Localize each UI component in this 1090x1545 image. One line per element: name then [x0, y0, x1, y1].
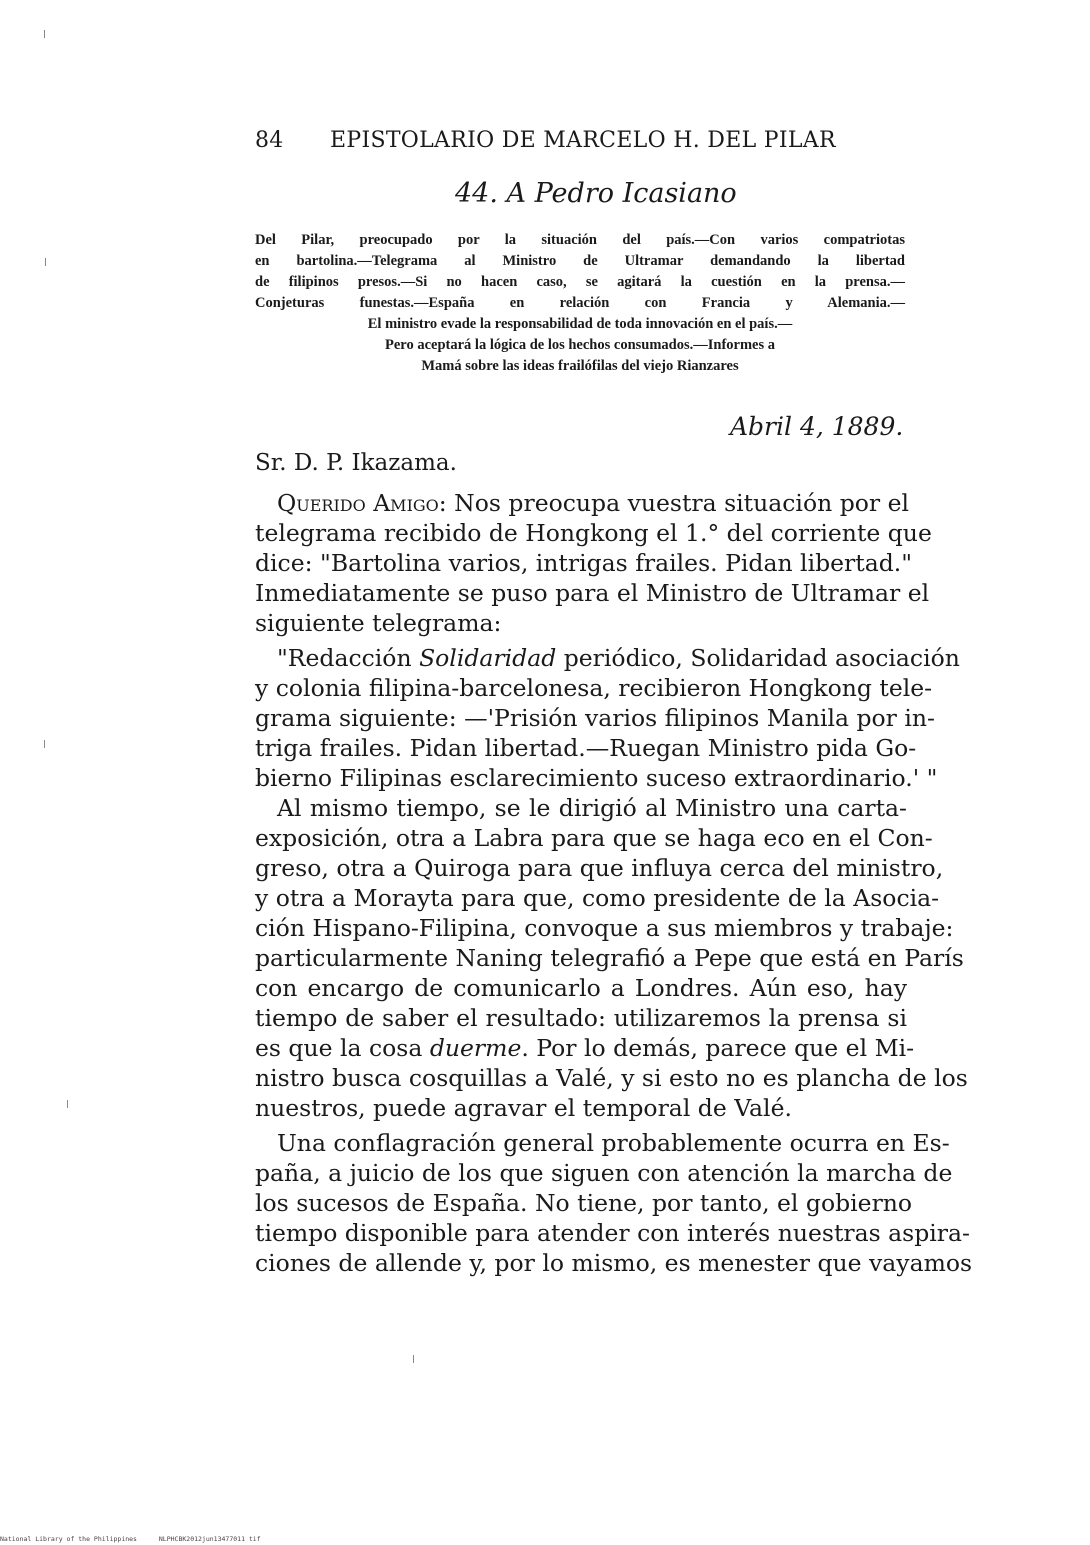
scan-speck: [44, 740, 45, 748]
running-title: EPISTOLARIO DE MARCELO H. DEL PILAR: [330, 128, 836, 153]
library-credit: National Library of the Philippines: [0, 1535, 137, 1543]
body-line: y otra a Morayta para que, como presidente de la Asocia-: [255, 884, 940, 912]
file-id: NLPHCBK2012jun13477011 tif: [158, 1535, 261, 1543]
body-line: nuestros, puede agravar el temporal de Valé.: [255, 1094, 792, 1122]
scan-speck: [413, 1355, 414, 1363]
body-line: triga frailes. Pidan libertad.—Ruegan Ministro pida Go-: [255, 734, 917, 762]
body-line: telegrama recibido de Hongkong el 1.° del corriente que: [255, 519, 932, 547]
body-line: ciones de allende y, por lo mismo, es menester que vayamos: [255, 1249, 973, 1277]
body-line: Querido Amigo: Nos preocupa vuestra situación por el: [277, 489, 910, 517]
scan-speck: [67, 1100, 68, 1108]
body-line: Al mismo tiempo, se le dirigió al Ministro una carta-: [277, 794, 907, 822]
body-line: exposición, otra a Labra para que se haga eco en el Con-: [255, 824, 933, 852]
body-line: tiempo disponible para atender con interés nuestras aspira-: [255, 1219, 970, 1247]
body-line: greso, otra a Quiroga para que influya cerca del ministro,: [255, 854, 944, 882]
body-line: grama siguiente: —'Prisión varios filipinos Manila por in-: [255, 704, 935, 732]
body-line: dice: "Bartolina varios, intrigas frailes. Pidan libertad.": [255, 549, 913, 577]
summary-line: de filipinos presos.—Si no hacen caso, se agitará la cuestión en la prensa.—: [255, 274, 905, 290]
body-line: Una conflagración general probablemente ocurra en Es-: [277, 1129, 950, 1157]
body-line: es que la cosa duerme. Por lo demás, parece que el Mi-: [255, 1034, 915, 1062]
body-line: bierno Filipinas esclarecimiento suceso extraordinario.' ": [255, 764, 938, 792]
body-line: particularmente Naning telegrafió a Pepe que está en París: [255, 944, 964, 972]
scan-footer: [0, 1535, 279, 1543]
italic-term: Solidaridad: [419, 644, 557, 672]
scan-speck: [44, 30, 45, 38]
summary-line: en bartolina.—Telegrama al Ministro de Ultramar demandando la libertad: [255, 253, 905, 269]
page-number: 84: [255, 128, 284, 153]
summary-line: Del Pilar, preocupado por la situación del país.—Con varios compatriotas: [255, 232, 905, 248]
summary-line: El ministro evade la responsabilidad de toda innovación en el país.—: [367, 316, 793, 332]
summary-line: Conjeturas funestas.—España en relación con Francia y Alemania.—: [255, 295, 905, 311]
body-line: ción Hispano-Filipina, convoque a sus miembros y trabaje:: [255, 914, 954, 942]
greeting: Querido Amigo:: [277, 489, 447, 517]
body-line: con encargo de comunicarlo a Londres. Aún eso, hay: [255, 974, 907, 1002]
summary-line: Mamá sobre las ideas frailófilas del viejo Rianzares: [421, 358, 739, 374]
body-line: los sucesos de España. No tiene, por tanto, el gobierno: [255, 1189, 913, 1217]
scan-speck: [45, 258, 46, 266]
body-line: tiempo de saber el resultado: utilizaremos la prensa si: [255, 1004, 907, 1032]
salutation: Sr. D. P. Ikazama.: [255, 450, 457, 476]
body-line: Inmediatamente se puso para el Ministro de Ultramar el: [255, 579, 930, 607]
letter-date: Abril 4, 1889.: [730, 412, 904, 441]
body-line: paña, a juicio de los que siguen con atención la marcha de: [255, 1159, 953, 1187]
letter-summary: [255, 230, 905, 377]
letter-body: [255, 488, 973, 1278]
summary-line: Pero aceptará la lógica de los hechos consumados.—Informes a: [385, 337, 775, 353]
body-line: "Redacción Solidaridad periódico, Solidaridad asociación: [277, 644, 960, 672]
italic-term: duerme: [429, 1034, 522, 1062]
body-line: siguiente telegrama:: [255, 609, 502, 637]
body-line: nistro busca cosquillas a Valé, y si esto no es plancha de los: [255, 1064, 968, 1092]
letter-title: 44. A Pedro Icasiano: [455, 178, 737, 209]
body-line: y colonia filipina-barcelonesa, recibieron Hongkong tele-: [255, 674, 933, 702]
